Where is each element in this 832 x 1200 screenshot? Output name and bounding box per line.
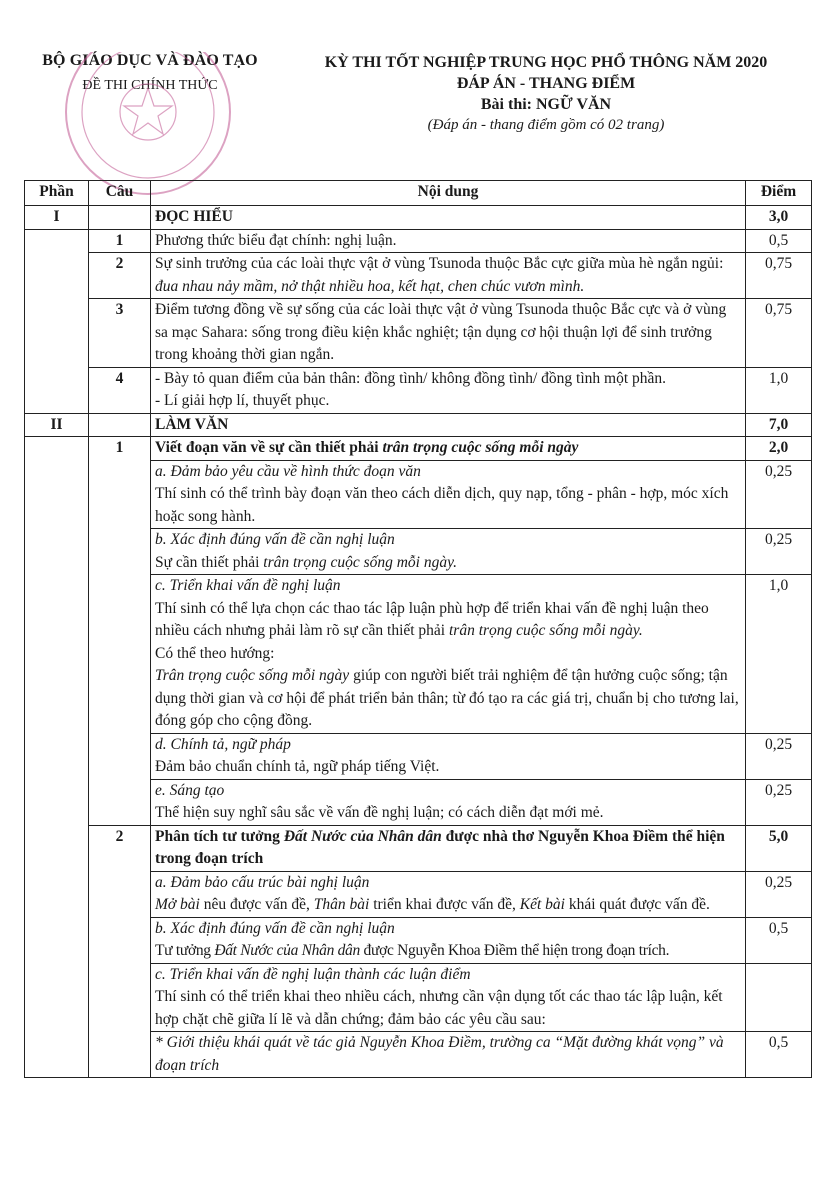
criterion-cell bbox=[151, 460, 746, 529]
header-part: Phần bbox=[25, 181, 89, 206]
section-score: 7,0 bbox=[746, 413, 812, 437]
criterion-cell bbox=[151, 733, 746, 779]
criterion-body bbox=[155, 894, 741, 917]
header-question: Câu bbox=[89, 181, 151, 206]
section-row bbox=[25, 413, 812, 437]
answer-cell bbox=[151, 253, 746, 299]
body-text: triển khai được vấn đề, bbox=[369, 896, 520, 913]
subject-line: Bài thi: NGỮ VĂN bbox=[480, 96, 612, 113]
body-italic: trân trọng cuộc sống mỗi ngày. bbox=[263, 553, 458, 571]
score: 0,75 bbox=[746, 253, 812, 299]
score-empty bbox=[746, 963, 812, 1032]
question-number: 1 bbox=[89, 229, 151, 253]
criterion-body: Đảm bảo chuẩn chính tả, ngữ pháp tiếng Việt. bbox=[155, 758, 440, 775]
criterion-cell bbox=[151, 529, 746, 575]
body-text: Sự cần thiết phải bbox=[155, 553, 264, 571]
question-number: 1 bbox=[89, 437, 151, 826]
question-number: 2 bbox=[89, 253, 151, 299]
official-exam-label: ĐỀ THI CHÍNH THỨC bbox=[82, 78, 218, 93]
criterion-body bbox=[155, 665, 741, 733]
criterion-cell bbox=[151, 779, 746, 825]
body-text: Tư tưởng bbox=[155, 942, 215, 959]
answer-cell bbox=[151, 367, 746, 413]
table-row bbox=[25, 367, 812, 413]
body-italic: Mở bài bbox=[155, 896, 200, 913]
score: 0,25 bbox=[746, 529, 812, 575]
title-text: Phân tích tư tưởng bbox=[155, 827, 284, 845]
question-score: 2,0 bbox=[746, 437, 812, 461]
header-score: Điểm bbox=[746, 181, 812, 206]
table-row bbox=[25, 229, 812, 253]
title-text: Viết đoạn văn về sự cần thiết phải bbox=[155, 439, 383, 456]
question-title-row bbox=[25, 437, 812, 461]
answer-table bbox=[24, 180, 812, 1078]
section-title: LÀM VĂN bbox=[151, 413, 746, 437]
criterion-cell bbox=[151, 963, 746, 1032]
empty-cell bbox=[25, 229, 89, 413]
criterion-cell bbox=[151, 871, 746, 917]
criterion-heading: d. Chính tả, ngữ pháp bbox=[155, 735, 291, 753]
body-italic: trân trọng cuộc sống mỗi ngày. bbox=[449, 622, 643, 639]
section-part: II bbox=[25, 413, 89, 437]
section-row bbox=[25, 206, 812, 230]
score: 1,0 bbox=[746, 575, 812, 734]
body-italic: Kết bài bbox=[519, 896, 565, 913]
answer-text: Điểm tương đồng về sự sống của các loài thực vật ở vùng Tsunoda thuộc Bắc cực và ở vùng sa mạc Sahara: sống trong điều kiện khắc nghiệt; tận dụng cơ hội thuận lợi để sinh trưởng trong khoảng thời gian ngắn. bbox=[151, 299, 746, 368]
criterion-heading: b. Xác định đúng vấn đề cần nghị luận bbox=[155, 531, 395, 548]
criterion-cell bbox=[151, 575, 746, 734]
body-italic: Đất Nước của Nhân dân bbox=[214, 942, 360, 959]
question-number: 4 bbox=[89, 367, 151, 413]
title-italic: trân trọng cuộc sống mỗi ngày bbox=[382, 439, 579, 456]
header-content: Nội dung bbox=[151, 181, 746, 206]
body-text: giúp con người biết trải nghiệm để tận hưởng cuộc sống; tận dụng thời gian và cơ hội để phát triển bản thân; từ đó tạo ra các giá trị, chuẩn bị cho tương lai, đóng góp cho cộng đồng. bbox=[155, 667, 739, 729]
score: 1,0 bbox=[746, 367, 812, 413]
document-type: ĐÁP ÁN - THANG ĐIỂM bbox=[456, 75, 636, 92]
criterion-body bbox=[155, 598, 741, 643]
score: 0,25 bbox=[746, 733, 812, 779]
question-score: 5,0 bbox=[746, 825, 812, 871]
answer-line: - Bày tỏ quan điểm của bản thân: đồng tình/ không đồng tình/ đồng tình một phần. bbox=[155, 369, 667, 387]
criterion-body: Thể hiện suy nghĩ sâu sắc về vấn đề nghị luận; có cách diễn đạt mới mẻ. bbox=[155, 804, 604, 821]
criterion-body bbox=[155, 552, 741, 575]
body-italic: Trân trọng cuộc sống mỗi ngày bbox=[155, 667, 350, 684]
empty-cell bbox=[89, 206, 151, 230]
table-row bbox=[25, 253, 812, 299]
score: 0,25 bbox=[746, 871, 812, 917]
body-text: nêu được vấn đề, bbox=[199, 896, 314, 913]
criterion-body: Có thể theo hướng: bbox=[155, 644, 275, 662]
title-text: được nhà thơ Nguyễn Khoa Điềm thể hiện trong đoạn trích bbox=[155, 827, 725, 867]
question-title-row bbox=[25, 825, 812, 871]
criterion-heading: a. Đảm bảo yêu cầu về hình thức đoạn văn bbox=[155, 462, 421, 480]
criterion-body: Thí sinh có thể triển khai theo nhiều cách, nhưng cần vận dụng tốt các thao tác lập luận, kết hợp chặt chẽ giữa lí lẽ và dẫn chứng; đảm bảo các yêu cầu sau: bbox=[155, 988, 723, 1028]
empty-cell bbox=[89, 413, 151, 437]
section-part: I bbox=[25, 206, 89, 230]
question-title bbox=[151, 437, 746, 461]
ministry-name: BỘ GIÁO DỤC VÀ ĐÀO TẠO bbox=[42, 52, 258, 69]
table-row bbox=[25, 299, 812, 368]
exam-title: KỲ THI TỐT NGHIỆP TRUNG HỌC PHỔ THÔNG NĂM 2020 bbox=[324, 54, 768, 71]
criterion-heading: a. Đảm bảo cấu trúc bài nghị luận bbox=[155, 873, 370, 891]
answer-italic: đua nhau nảy mầm, nở thật nhiều hoa, kết hạt, chen chúc vươn mình. bbox=[155, 277, 585, 295]
criterion-heading: c. Triển khai vấn đề nghị luận thành các luận điểm bbox=[155, 965, 471, 983]
section-title: ĐỌC HIỂU bbox=[151, 206, 746, 230]
body-text: Thí sinh có thể lựa chọn các thao tác lập luận phù hợp để triển khai vấn đề nghị luận theo nhiều cách nhưng phải làm rõ sự cần thiết phải bbox=[155, 599, 709, 639]
score: 0,25 bbox=[746, 779, 812, 825]
criterion-heading: b. Xác định đúng vấn đề cần nghị luận bbox=[155, 919, 395, 937]
body-text: khái quát được vấn đề. bbox=[564, 896, 710, 913]
criterion-heading: e. Sáng tạo bbox=[155, 781, 225, 799]
header-right bbox=[280, 52, 812, 136]
score: 0,5 bbox=[746, 917, 812, 963]
title-italic: Đất Nước của Nhân dân bbox=[283, 827, 442, 845]
score: 0,5 bbox=[746, 1032, 812, 1078]
score: 0,5 bbox=[746, 229, 812, 253]
answer-text: Phương thức biểu đạt chính: nghị luận. bbox=[151, 229, 746, 253]
header-left bbox=[24, 52, 276, 94]
criterion-body bbox=[155, 940, 741, 963]
question-title bbox=[151, 825, 746, 871]
score: 0,75 bbox=[746, 299, 812, 368]
criterion-heading: c. Triển khai vấn đề nghị luận bbox=[155, 577, 341, 594]
question-number: 3 bbox=[89, 299, 151, 368]
criterion-body: Thí sinh có thể trình bày đoạn văn theo cách diễn dịch, quy nạp, tổng - phân - hợp, móc xích hoặc song hành. bbox=[155, 485, 729, 525]
empty-cell bbox=[25, 437, 89, 1078]
answer-text: Sự sinh trưởng của các loài thực vật ở vùng Tsunoda thuộc Bắc cực giữa mùa hè ngắn ngủi: bbox=[155, 255, 724, 272]
body-text: được Nguyễn Khoa Điềm thể hiện trong đoạn trích. bbox=[359, 942, 670, 959]
section-score: 3,0 bbox=[746, 206, 812, 230]
body-italic: Thân bài bbox=[313, 896, 370, 913]
page-count-note: (Đáp án - thang điểm gồm có 02 trang) bbox=[427, 117, 665, 133]
answer-line: - Lí giải hợp lí, thuyết phục. bbox=[155, 392, 330, 409]
question-number: 2 bbox=[89, 825, 151, 1078]
criterion-body: * Giới thiệu khái quát về tác giả Nguyễn Khoa Điềm, trường ca “Mặt đường khát vọng” và đoạn trích bbox=[151, 1032, 746, 1078]
table-header-row bbox=[25, 181, 812, 206]
criterion-cell bbox=[151, 917, 746, 963]
score: 0,25 bbox=[746, 460, 812, 529]
